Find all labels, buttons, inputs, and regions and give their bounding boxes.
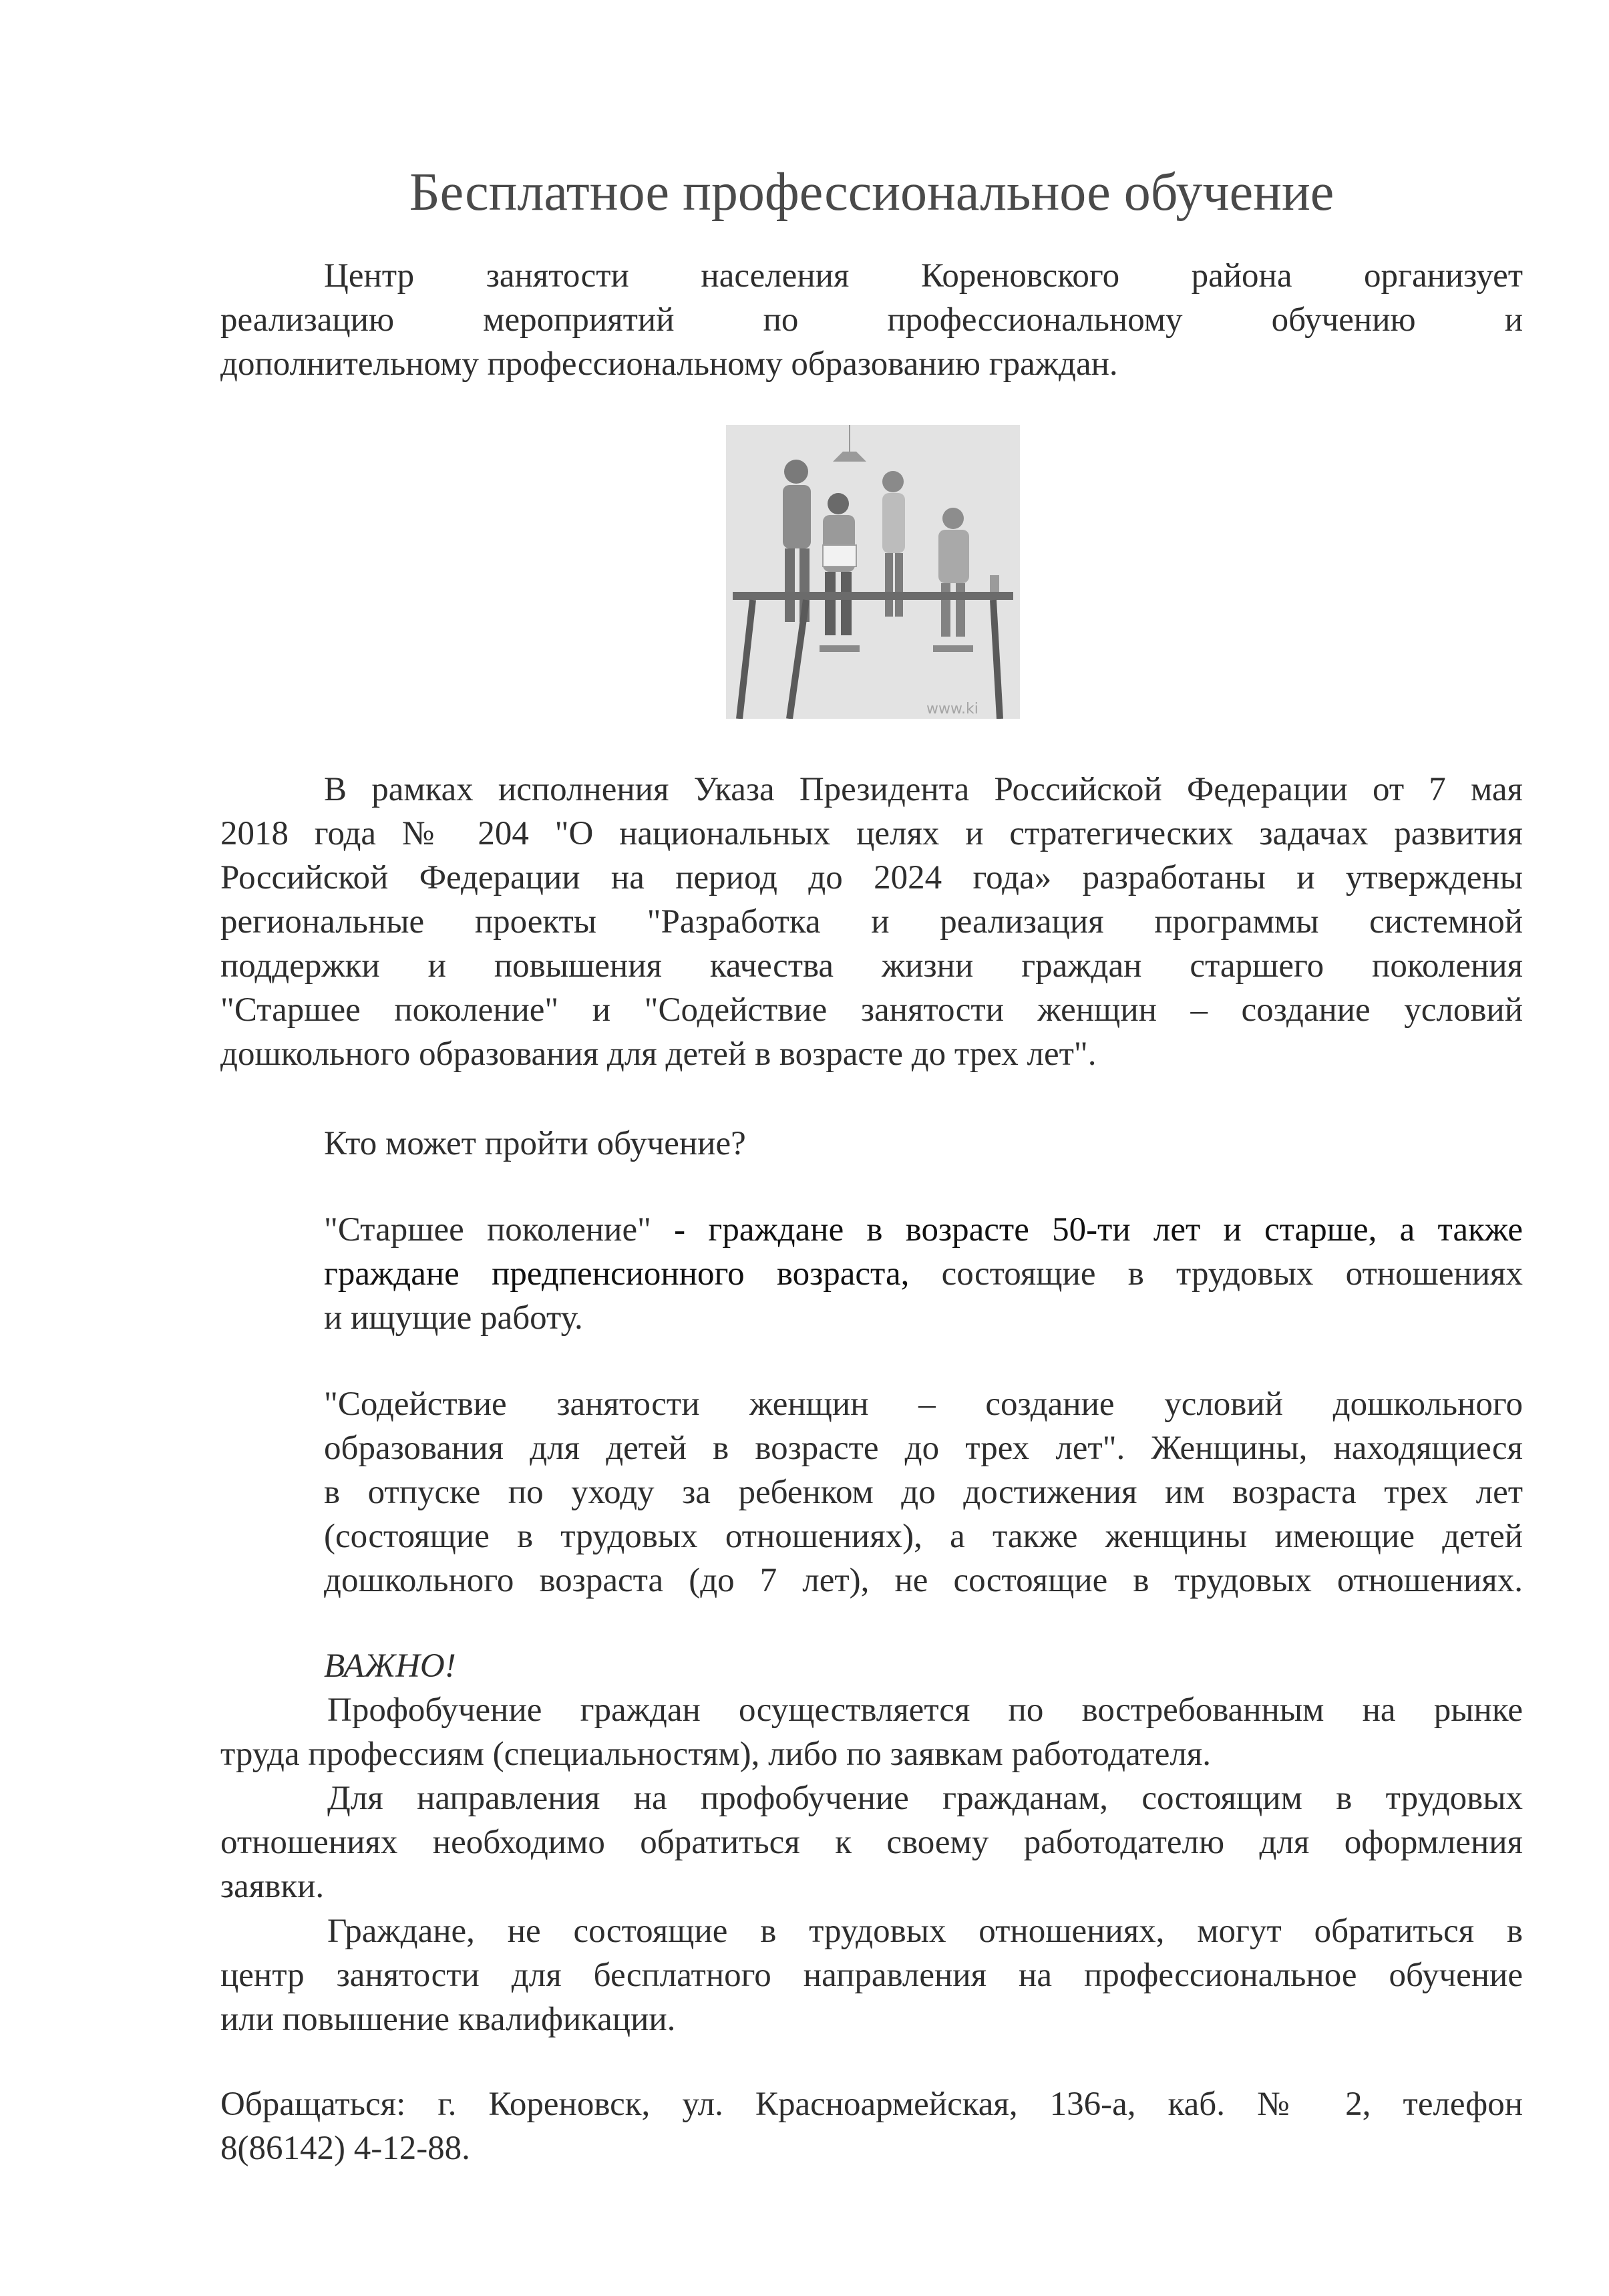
decree-paragraph: [220, 768, 1523, 1076]
important-label: [324, 1644, 1523, 1688]
older-employment: состоящие в трудовых отношениях: [909, 1255, 1523, 1293]
intro-line: Центр занятости населения Кореновского района организует: [324, 257, 1523, 295]
women-line: "Содействие занятости женщин – создание условий дошкольного: [324, 1385, 1523, 1423]
decree-line: "Старшее поколение" и "Содействие занятости женщин – создание условий: [220, 991, 1523, 1029]
important-line: или повышение квалификации.: [220, 2001, 676, 2038]
people-at-table-illustration: [726, 425, 1020, 719]
important-line: заявки.: [220, 1868, 325, 1905]
important-line: отношениях необходимо обратиться к своему работодателю для оформления: [220, 1824, 1523, 1861]
older-preretirement: граждане предпенсионного возраста,: [324, 1255, 910, 1293]
intro-line: реализацию мероприятий по профессиональному обучению и: [220, 301, 1523, 339]
decree-line: поддержки и повышения качества жизни граждан старшего поколения: [220, 947, 1523, 985]
important-line: Граждане, не состоящие в трудовых отношениях, могут обратиться в: [327, 1913, 1523, 1950]
important-line: труда профессиям (специальностям), либо по заявкам работодателя.: [220, 1736, 1211, 1773]
older-project-name: "Старшее поколение": [324, 1211, 651, 1249]
decree-line: дошкольного образования для детей в возрасте до трех лет".: [220, 1035, 1097, 1073]
contact-paragraph: [220, 2082, 1523, 2170]
decree-line: региональные проекты "Разработка и реализация программы системной: [220, 903, 1523, 941]
intro-paragraph: [220, 254, 1523, 386]
intro-line: дополнительному профессиональному образованию граждан.: [220, 345, 1118, 383]
older-line: [324, 1252, 1523, 1296]
older-line: и ищущие работу.: [324, 1299, 583, 1337]
important-label-text: ВАЖНО!: [324, 1647, 456, 1685]
important-line: Профобучение граждан осуществляется по востребованным на рынке: [327, 1691, 1523, 1729]
important-paragraph-2: [220, 1776, 1523, 1909]
women-line: (состоящие в трудовых отношениях), а также женщины имеющие детей: [324, 1518, 1523, 1555]
older-criteria: - граждане в возрасте 50-ти лет и старше, а также: [651, 1211, 1523, 1249]
decree-line: 2018 года № 204 "О национальных целях и стратегических задачах развития: [220, 815, 1523, 852]
women-line: в отпуске по уходу за ребенком до достижения им возраста трех лет: [324, 1474, 1523, 1511]
older-generation-paragraph: [324, 1208, 1523, 1340]
illustration-watermark: www.ki: [926, 701, 978, 717]
contact-phone: 8(86142) 4-12-88.: [220, 2130, 470, 2167]
women-line: образования для детей в возрасте до трех лет". Женщины, находящиеся: [324, 1430, 1523, 1467]
decree-line: Российской Федерации на период до 2024 года» разработаны и утверждены: [220, 859, 1523, 896]
decree-line: В рамках исполнения Указа Президента Российской Федерации от 7 мая: [324, 771, 1523, 808]
important-paragraph-1: [220, 1688, 1523, 1776]
women-paragraph: [324, 1382, 1523, 1603]
question-heading: [324, 1122, 1523, 1166]
women-line: дошкольного возраста (до 7 лет), не состоящие в трудовых отношениях.: [324, 1562, 1523, 1599]
page-title: Бесплатное профессиональное обучение: [409, 163, 1334, 222]
contact-address: Обращаться: г. Кореновск, ул. Красноармейская, 136-а, каб. № 2, телефон: [220, 2086, 1523, 2123]
important-line: центр занятости для бесплатного направления на профессиональное обучение: [220, 1957, 1523, 1994]
question-text: Кто может пройти обучение?: [324, 1125, 746, 1162]
important-paragraph-3: [220, 1909, 1523, 2041]
important-line: Для направления на профобучение гражданам, состоящим в трудовых: [327, 1780, 1523, 1817]
older-line: [324, 1208, 1523, 1252]
